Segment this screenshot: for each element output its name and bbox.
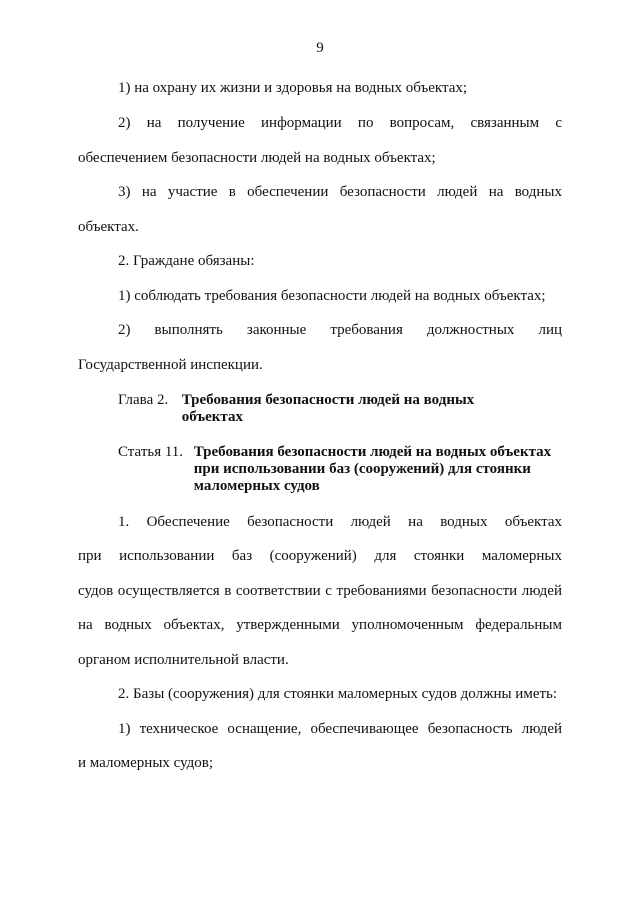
article-title-line-2: при использовании баз (сооружений) для стоянки: [193, 461, 531, 477]
article-title-line-3: маломерных судов: [193, 478, 320, 494]
article-heading: [118, 444, 551, 495]
text-line-rights-3b: объектах.: [78, 219, 139, 235]
text-line-rights-2b: обеспечением безопасности людей на водных объектах;: [78, 150, 436, 166]
text-line-rights-1: 1) на охрану их жизни и здоровья на водных объектах;: [118, 80, 468, 96]
text-line-article-p1c: судов осуществляется в соответствии с требованиями безопасности людей: [78, 583, 562, 599]
chapter-prefix: Глава 2.: [118, 392, 169, 408]
text-line-duties-heading: 2. Граждане обязаны:: [118, 253, 255, 269]
text-line-article-p3a: 1) техническое оснащение, обеспечивающее безопасность людей: [118, 721, 562, 737]
text-line-rights-3a: 3) на участие в обеспечении безопасности людей на водных: [118, 184, 562, 200]
text-line-duties-2a: 2) выполнять законные требования должностных лиц: [118, 322, 562, 338]
article-prefix: Статья 11.: [118, 444, 184, 460]
article-title: [194, 444, 551, 495]
text-line-article-p1d: на водных объектах, утвержденными уполномоченным федеральным: [78, 617, 562, 633]
text-line-article-p3b: и маломерных судов;: [78, 755, 214, 771]
chapter-title-line-1: Требования безопасности людей на водных: [181, 392, 475, 408]
text-line-article-p1e: органом исполнительной власти.: [78, 652, 289, 668]
article-title-line-1: Требования безопасности людей на водных объектах: [193, 444, 552, 460]
chapter-title: [182, 392, 474, 426]
text-line-duties-2b: Государственной инспекции.: [78, 357, 263, 373]
text-line-rights-2a: 2) на получение информации по вопросам, связанным с: [118, 115, 562, 131]
page-number: 9: [316, 40, 324, 56]
text-line-article-p1a: 1. Обеспечение безопасности людей на водных объектах: [118, 514, 562, 530]
text-line-article-p1b: при использовании баз (сооружений) для стоянки маломерных: [78, 548, 562, 564]
text-line-article-p2: 2. Базы (сооружения) для стоянки маломерных судов должны иметь:: [118, 686, 558, 702]
chapter-heading: [118, 392, 474, 426]
text-line-duties-1: 1) соблюдать требования безопасности людей на водных объектах;: [118, 288, 546, 304]
chapter-title-line-2: объектах: [181, 409, 243, 425]
